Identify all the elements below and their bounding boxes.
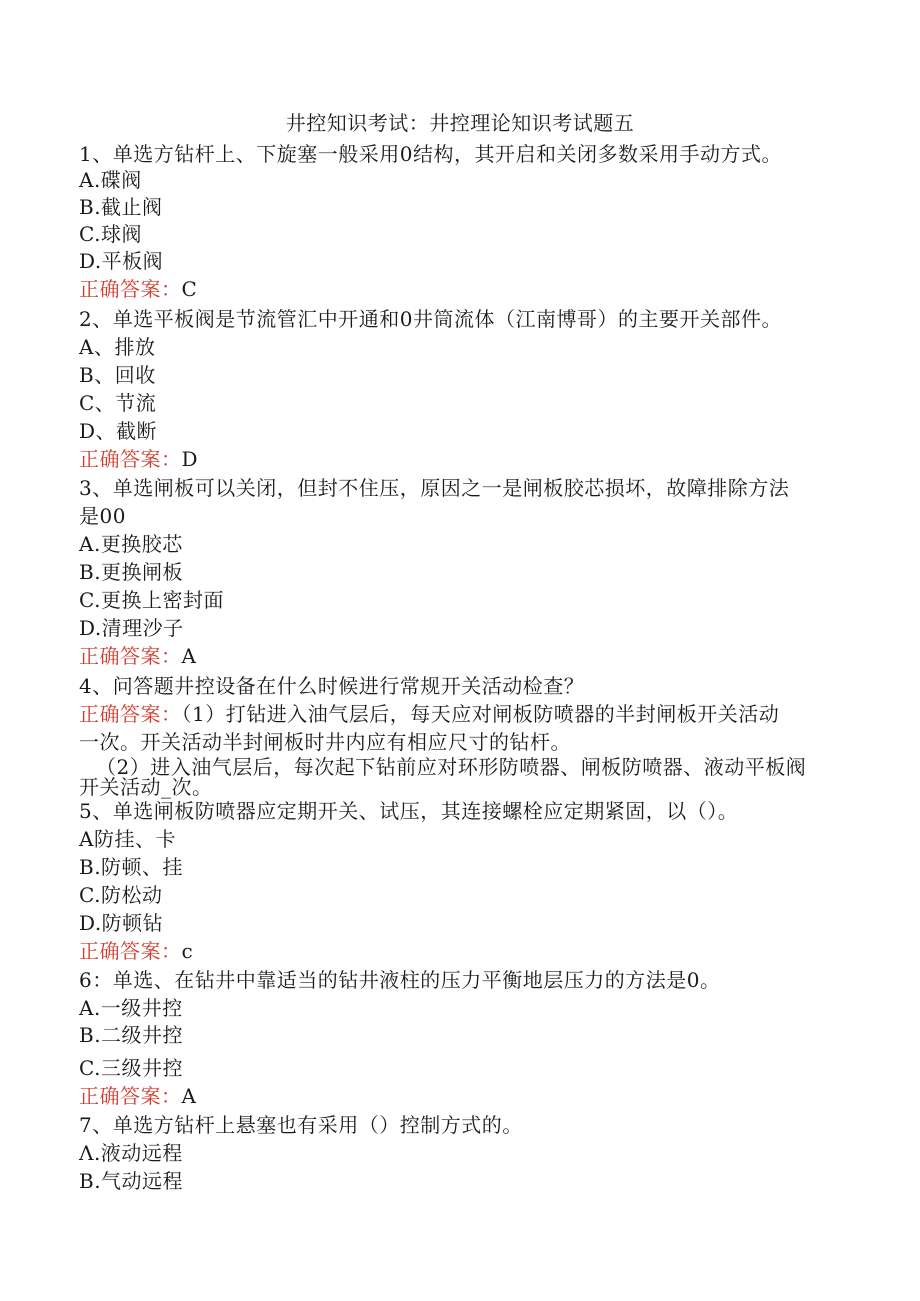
question-4-stem: 4、问答题井控设备在什么时候进行常规开关活动检查？: [79, 674, 585, 698]
answer-value: C: [181, 277, 198, 301]
question-7-stem: 7、单选方钻杆上悬塞也有采用（）控制方式的。: [79, 1113, 523, 1137]
question-5-option-c: C.防松动: [79, 883, 163, 907]
question-1-stem: 1、单选方钻杆上、下旋塞一般采用0结构，其开启和关闭多数采用手动方式。: [79, 142, 782, 166]
question-3-stem-line-2: 是00: [79, 504, 126, 528]
question-4-answer-line-3: （2）进入油气层后，每次起下钻前应对环形防喷器、闸板防喷器、液动平板阀: [96, 755, 807, 779]
question-1-option-c: C.球阀: [79, 222, 142, 246]
question-5-option-b: B.防顿、挂: [79, 855, 184, 879]
question-4-answer-line-2: 一次。开关活动半封闸板时井内应有相应尺寸的钻杆。: [79, 730, 571, 754]
question-6-option-c: C.三级井控: [79, 1056, 183, 1080]
question-1-option-d: D.平板阀: [79, 249, 164, 273]
question-3-option-c: C.更换上密封面: [79, 588, 224, 612]
question-7-option-a: Λ.液动远程: [79, 1141, 183, 1165]
answer-label: 正确答案：: [79, 644, 182, 668]
question-4-answer-line-4: 开关活动_次。: [79, 775, 213, 799]
question-5-answer: [79, 938, 193, 964]
answer-value: A: [181, 644, 197, 668]
question-1-option-b: B.截止阀: [79, 195, 163, 219]
answer-label: 正确答案：: [79, 702, 182, 726]
question-1-option-a: A.碟阀: [79, 168, 142, 192]
question-3-option-a: A.更换胶芯: [79, 532, 183, 556]
answer-value: c: [181, 939, 194, 963]
question-2-stem: 2、单选平板阀是节流管汇中开通和0井筒流体（江南博哥）的主要开关部件。: [79, 307, 782, 331]
question-2-answer: [79, 446, 198, 472]
question-6-answer: [79, 1083, 196, 1109]
question-4-answer-line-1: [79, 701, 779, 727]
question-3-stem-line-1: 3、单选闸板可以关闭，但封不住压，原因之一是闸板胶芯损坏，故障排除方法: [79, 476, 790, 500]
question-6-option-a: A.一级井控: [79, 996, 183, 1020]
question-7-option-b: B.气动远程: [79, 1169, 184, 1193]
question-6-option-b: B.二级井控: [79, 1023, 184, 1047]
question-1-answer: [79, 276, 197, 302]
question-5-option-d: D.防顿钻: [79, 911, 164, 935]
answer-label: 正确答案：: [79, 447, 182, 471]
answer-label: 正确答案：: [79, 939, 182, 963]
answer-label: 正确答案：: [79, 277, 182, 301]
question-5-option-a: A防挂、卡: [79, 827, 176, 851]
page-title: 井控知识考试：井控理论知识考试题五: [285, 111, 635, 135]
answer-text: （1）打钻进入油气层后，每天应对闸板防喷器的半封闸板开关活动: [181, 702, 780, 726]
question-2-option-b: B、回收: [79, 363, 156, 387]
question-2-option-c: C、节流: [79, 391, 157, 415]
answer-label: 正确答案：: [79, 1084, 182, 1108]
question-2-option-a: A、排放: [79, 335, 156, 359]
question-2-option-d: D、截断: [79, 419, 158, 443]
question-3-answer: [79, 643, 196, 669]
answer-value: A: [181, 1084, 197, 1108]
question-6-stem: 6：单选、在钻井中靠适当的钻井液柱的压力平衡地层压力的方法是0。: [79, 968, 721, 992]
question-3-option-d: D.清理沙子: [79, 616, 184, 640]
answer-value: D: [181, 447, 199, 471]
question-5-stem: 5、单选闸板防喷器应定期开关、试压，其连接螺栓应定期紧固，以（）。: [79, 799, 739, 823]
question-3-option-b: B.更换闸板: [79, 560, 184, 584]
